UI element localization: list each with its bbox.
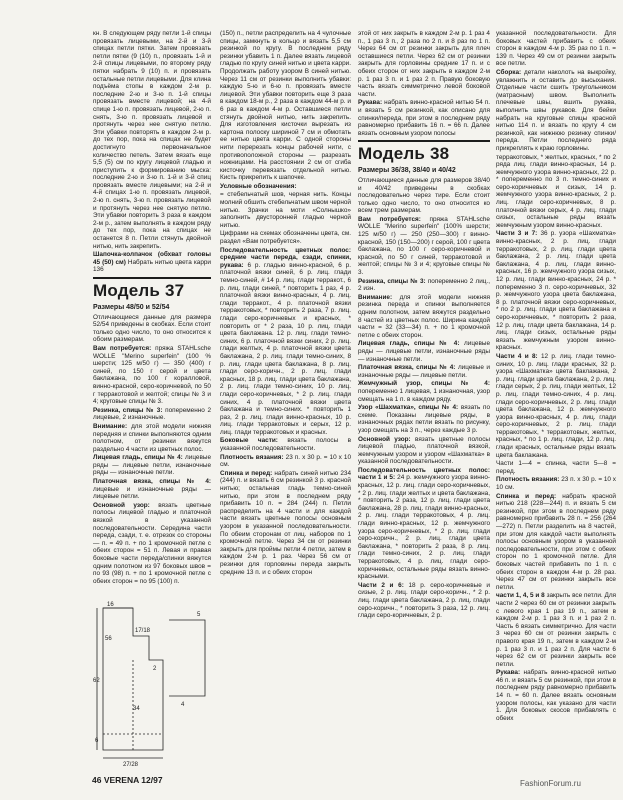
rib-text: попеременно 2 лицевые, 2 изнаночные. xyxy=(93,406,211,422)
model-37-note: Отличающиеся данные для размера 52/54 приведены в скобках. Если стоит только одно число, то оно относится к обоим размерам. xyxy=(93,313,211,344)
seed-label: Жемчужный узор, спицы № 4: xyxy=(358,380,490,388)
stockinette-text: лицевые ряды — лицевые петли, изнаночные ряды — изнаночные петли. xyxy=(93,454,211,477)
parts-4-8-label: Части 4 и 8: xyxy=(496,352,538,360)
schematic-label: 6 xyxy=(95,738,99,744)
assembly-label: Сборка: xyxy=(496,68,522,76)
sleeves-label: Рукава: xyxy=(358,99,383,107)
rib-label: Резинка, спицы № 3: xyxy=(358,277,426,285)
parts-3-7-label: Части 3 и 7: xyxy=(496,230,538,238)
schematic-label: 62 xyxy=(93,678,100,684)
parts-4-8-text: 12 р. лиц. глади темно-синих, 10 р. лиц. глади красных, 32 р. узора «Шахматка» цвета баклажана, 2 р. лиц. глади цвета баклажана, 2 р. лиц. глади серых, 2 р. лиц. глади желтых, 12 р. лиц. глади темно-синих, 4 р. лиц. глади серо-коричневых, 2 р. лиц. глади цвета баклажана, 12 р. жемчужного узора винно-красных, 4 р. лиц. глади серо-коричневых, 2 р. лиц. глади терракотовых, * терракотовых, желтых, красных, * по 1 р. лиц. глади, 12 р. лиц. глади красных, остальные ряды вязать цвета баклажана. xyxy=(496,352,616,459)
column-2 xyxy=(220,30,351,577)
col4-continued: терракотовых, * желтых, красных, * по 2 ряда лиц. глади винно-красных, 14 р. жемчужного узора винно-красных, 22 р. * попеременно по 3 п. темно-синих и серо-коричневых и сизых, 14 р. жемчужного узора винно-красных, 2 р. лиц. глади серо-коричневых, 8 р. платочной вязки серых, 4 р. лиц. глади сизых, остальные ряды вязать жемчужным узором винно-красных. xyxy=(496,153,616,229)
column-3 xyxy=(358,30,490,621)
schematic-label: 4 xyxy=(181,702,185,708)
stripes-label: Последовательность цветных полос: части 1 и 5: xyxy=(358,466,490,482)
parts-close-text: закрыть все петли. Для части 2 через 60 см от резинки закрыть с левого края 1 раз 19 п., затем в каждом 2-м р. 1 раз 3 п. и 1 раз 2 п. Часть 6 вязать симметрично. Для части 3 через 60 см от резинки закрыть с правого края 19 п., затем в каждом 2-м р. 1 раз 3 п. и 1 раз 2 п. Для части 6 через 62 см от резинки закрыть все петли. xyxy=(496,592,616,668)
attention-text: для этой модели нижняя передняя и спинки выполняются одним полотном, от резинки вяжутся раздельно 4 части из цветных полос. xyxy=(93,422,211,453)
attention-text: для этой модели нижняя резинка переда и спинки выполняется одним полотном, затем вяжутся раздельно 8 частей из цветных полос. Ширина каждой части = 32 (33—34) п. + по 1 кромочной петле с обеих сторон. xyxy=(358,293,490,339)
side-parts-text: вязать полосы в указанной последовательности. xyxy=(220,437,351,453)
parts-3-7-text: 36 р. узора «Шахматка» винно-красных, 2 р. лиц. глади терракотовых, 2 р. лиц. глади цвета баклажана, 2 р. лиц. глади цвета баклажана, 4 р. лиц. глади винно-красных, 16 р. жемчужного узора сизых, 12 р. лиц. глади винно-красных, 24 р. * попеременно 3 п. серо-коричневых, 32 р. жемчужного узора цвета баклажана, 8 р. платочной вязки серо-коричневых, * по 2 р. лиц. глади цвета баклажана и серо-коричневых, * повторить 2 раза, 12 р. лиц. глади цвета баклажана, 14 р. лиц. глади сизых, остальные ряды вязать жемчужным узором винно-красных. xyxy=(496,230,616,352)
legend-note: Цифрами на схемах обозначены цвета, см. раздел «Вам потребуется». xyxy=(220,230,351,246)
density-label: Плотность вязания: xyxy=(220,453,284,461)
parts-text: 18 р. серо-коричневые и сизые, 2 р. лиц. глади серо-коричн., * 2 р. лиц. глади цвета баклажана, 2 р. лиц. глади серо-коричн., * повторить 3 раза, 12 р. лиц. глади серо-коричневых, 2 р. xyxy=(358,581,490,620)
stripes-text: 24 р. жемчужного узора винно-красных, 12 р. лиц. глади серо-коричневых, * 2 р. лиц. глади желтых и цвета баклажана, * повторить 2 раза, 12 р. лиц. глади цвета баклажана, 28 р. лиц. глади винно-красных, 2 р. лиц. глади терракотовых, 4 р. лиц. глади винно-красных, 12 р. жемчужного узора серо-коричневых, * 2 р. лиц. глади серо-коричн., 2 р. лиц. глади цвета баклажана, * повторить 2 раза, 8 р. лиц. глади темно-синих, 2 р. лиц. глади терракотовых, 4 р. лиц. глади серо-коричневых, остальные ряды вязать винно-красными. xyxy=(358,474,490,581)
density-text: 23 п. х 30 р. = 10 х 10 см. xyxy=(496,476,616,492)
divider xyxy=(93,277,211,279)
materials-label: Вам потребуется: xyxy=(93,344,152,352)
column-1 xyxy=(93,30,211,586)
schematic-label: 27/28 xyxy=(123,762,139,768)
back-front-label: Спинка и перед: xyxy=(496,492,557,500)
rib-text: попеременно 2 лиц., 2 изн. xyxy=(358,277,490,293)
sleeves-text: набрать винно-красной нитью 54 п. и вязать 5 см резинкой, как описано для спинки/переда, при этом в последнем ряду равномерно прибавить 16 п. = 66 п. Далее вязать основным узором полосы xyxy=(358,99,490,137)
cap-text: Набрать нитью цвета карри 136 xyxy=(93,258,211,274)
model-38-sizes: Размеры 36/38, 38/40 и 40/42 xyxy=(358,167,456,175)
rib-label: Резинка, спицы № 3: xyxy=(93,406,163,414)
main-pattern-text: вязать цветные полосы лицевой гладью, платочной вязкой, жемчужным узором и узором «Шахматка» в указанной последовательности. xyxy=(358,435,490,466)
divider xyxy=(358,140,490,142)
parts-label: Части 2 и 6: xyxy=(358,581,404,589)
legend-label: Условные обозначения: xyxy=(220,182,297,190)
schematic-label: 16 xyxy=(107,602,114,608)
parts-summary: Части 1—4 = спинка, части 5—8 = перед. xyxy=(496,460,616,475)
model-37-sizes: Размеры 48/50 и 52/54 xyxy=(93,304,170,311)
assembly-text: детали наколоть на выкройку, увлажнить и оставить до высыхания. Отделные части сшить треугольником (матрасным) швом. Выполнить плечевые швы, вшить рукава, выполнить швы рукавов. Для бейки набрать на круговые спицы красной нитью 114 п. и вязать по кругу 4 см резинкой, как нижнюю резинку спинки/переда. Петли последнего ряда прикреплять к краю горловины. xyxy=(496,68,616,152)
stockinette-label: Лицевая гладь, спицы № 4: xyxy=(93,454,183,462)
page-footer: 46 VERENA 12/97 xyxy=(92,775,163,785)
parts-close-label: части 1, 4, 5 и 8 xyxy=(496,592,545,600)
schematic-label: 5 xyxy=(197,612,201,618)
pattern-schematic xyxy=(93,600,211,768)
col2-intro: (150) п., петли распределить на 4 чулочные спицы, замкнуть в кольцо и вязать 5,5 см резинкой по кругу. В последнем ряду резинки убавить 1 п. Далее вязать лицевой гладью по кругу синей нитью и цвета карри. Продолжать работу узором В синей нитью. Через 11 см от резинки выполнить убавки: каждую 5-ю и 6-ю п. провязать вместе лицевой. Эти убавки повторить еще 3 раза в каждом 18-м р., 2 раза в каждом 44-м р. и 6 раз в каждом 4-м р. Оставшиеся петли стянуть двойной нитью, нить закрепить. Для изготовления кисточки вырезать из картона полоску шириной 7 см и обмотать ее нитью цвета карри. С одной стороны нити перерезать концы рабочей нити, с противоположной стороны — разрезать ножницами. На расстоянии 2 см от сгиба кисточку перевязать отдельной нитью. Кисть прикрепить к шапочке. xyxy=(220,30,351,182)
garter-text: лицевые и изнаночные ряды — лицевые петли. xyxy=(93,485,211,501)
schematic-label: 17/18 xyxy=(135,628,151,634)
main-pattern-label: Основной узор: xyxy=(358,435,411,443)
watermark-credit: FashionForum.ru xyxy=(520,779,581,788)
garter-label: Платочная вязка, спицы № 4: xyxy=(93,478,211,486)
materials-text: пряжа STAHLsche WOLLE "Merino superfein" (100 % шерсти; 125 м/50 г) — 350 (400) г синей, по 150 г серой и цвета баклажана, по 100 г коралловой, винно-красной, серо-коричневой, по 50 г терракотовой и желтой; спицы № 3 и 4; круговые спицы № 3. xyxy=(93,344,211,406)
density-text: 23 п. х 30 р. = 10 х 10 см. xyxy=(220,453,351,469)
model-37-title: Модель 37 xyxy=(93,281,185,300)
materials-text: пряжа STAHLsche WOLLE "Merino superfein" (100% шерсти; 125 м/50 г) — 250 (250—300) г винно-красной, 150 (150—200) г серой, 100 г цвета баклажана, по 100 г серо-коричневой и красной, по 50 г синей, терракотовой и желтой; спицы № 3 и 4; круговые спицы № 3. xyxy=(358,215,490,277)
materials-label: Вам потребуется: xyxy=(358,215,421,223)
schematic-label: 56 xyxy=(105,636,112,642)
checker-label: Узор «Шахматка», спицы № 4: xyxy=(358,404,459,412)
col1-intro: кн. В следующем ряду петли 1-й спицы провязать лицевыми, на 2-й и 3-й спицах петли пятки. Затем провязать петли пятки (9 (10) п., провязать 1-й и 2-й спицы лицевыми, по второму ряду пятки набрать 9 (10) п. и провязать остальные петли лицевыми. Для клина подъёма стопы в каждом 2-м р. последние 2-ю и 3-ю п. 1-й спицы провязать вместе лицевой; на 4-й спице 1-ю п. провязать лицевой, 2-ю п. снять, 3-ю п. провязать лицевой и протянуть через нее снятую петлю. Эти убавки повторять в каждом 2-м р. до тех пор, пока на спицах не будет достигнуто первоначальное количество петель. Затем вязать еще 5,5 (5) см по кругу лицевой гладью и приступить к формированию мыска: последние 2-ю и 3-ю п. 1-й и 3-й спиц провязать вместе лицевыми; на 2-й и 4-й спицах 1-ю п. провязать лицевой, 2-ю п. снять, 3-ю п. провязать лицевой и протянуть через нее снятую петлю. Эти убавки повторить 3 раза в каждом 2-м р., затем выполнять в каждом ряду до тех пор, пока на спицах не останется 8 п. Петли стянуть двойной нитью, нить закрепить. xyxy=(93,30,211,250)
stripes-text: 6 р. гладью винно-красной, 6 р. платочной вязки синей, 6 р. лиц. глади темно-синей, # 14 р. лиц. глади терракот., 6 р. лиц. глади синей, * повторить 1 раз, 4 р. платочной вязки винно-красных, 4 р. лиц. глади терракот., 4 р. платочной вязки терракотовых, * повторить 2 раза, 7 р. лиц. глади серо-коричневых и красных, * повторить от * 2 раза, 10 р. лиц. глади цвета баклажана. 12 р. лиц. глади темно-синих, 6 р. платочной вязки синих, 2 р. лиц. глади желтых, 4 р. платочной вязки цвета баклажана, 2 р. лиц. глади темно-синих, 8 р. лиц. глади цвета баклажана, 8 р. лиц. глади серо-коричн., 2 р. лиц. глади красных, 18 р. лиц. глади цвета баклажана, 2 р. лиц. глади темно-синих, 10 р. лиц. глади серо-коричневых, * 2 р. лиц. глади синих, 4 р. платочной вязки цвета баклажана и темно-синих. * повторить 1 раз, 2 р. лиц. глади винно-красных, 10 р. лиц. глади терракотовых и серых, 12 р. лиц. глади терракотовых и красных. xyxy=(220,261,351,436)
sleeves-text: набрать винно-красной нитью 46 п. и вязать 5 см резинкой, при этом в последнем ряду равномерно прибавить 14 п. = 60 п. Далее вязать основным узором полосы, как указано для части 1. Для боковых скосов прибавлять с обеих xyxy=(496,669,616,722)
cap-title: Шапочка-колпачок (обхват головы 45 (50) см) xyxy=(93,251,211,266)
sleeves-label: Рукава: xyxy=(496,669,521,677)
side-parts-label: Боковые части: xyxy=(220,437,278,445)
back-front-label: Спинка и перед: xyxy=(220,469,273,477)
attention-label: Внимание: xyxy=(93,422,128,430)
back-front-text: набрать красной нитью 218 (228—244) п. и вязать 5 см резинкой, при этом в последнем ряду равномерно прибавить 28 п. = 256 (264—272) п. Петли разделить на 8 частей, при этом для каждой части выполнять полосы основным узором в указанной последовательности, при этом с обеих сторон по 1 кромочной петле. Для боковых частей прибавить по 1 п. с обеих сторон в каждом 4-м р. 28 раз. Через 47 см от резинки закрыть все петли. xyxy=(496,492,616,591)
col4-intro: указанной последовательности. Для боковых частей прибавить с обеих сторон в каждом 4-м р. 35 раз по 1 п. = 139 п. Через 49 см от резинки закрыть все петли. xyxy=(496,30,616,68)
legend-text: = стебельчатый шов, черная нить. Концы молний обшить стебельчатым швом черной нитью. Зрачки на моти «Солнышко» заполнить двусторонней гладью черной нитью. xyxy=(220,191,351,229)
stripes-label: Последовательность цветных полос: средние части переда, сзади, спинки, рукава: xyxy=(220,246,351,269)
main-pattern-label: Основной узор: xyxy=(93,501,150,509)
seed-text: попеременно 1 лицевая, 1 изнаночная, узор смещать на 1 п. в каждом ряду. xyxy=(358,387,490,403)
garter-text: лицевые и изнаночные ряды — лицевые петли. xyxy=(358,364,490,379)
stockinette-text: лицевые ряды — лицевые петли, изнаночные ряды — изнаночные петли. xyxy=(358,340,490,363)
back-front-text: набрать синей нитью 234 (244) п. и вязать 6 см резинкой 3 р. красной нитью; остальная гладь темно-синей нитью, при этом в последнем ряду прибавить 10 п. = 284 (244) п. Петли распределить на 4 части и для каждой части вязать цветные полосы основным узором в указанной последовательности. По обеим сторонам от лиц. наборов по 1 кромочной петле. Через 34 см от резинки закрыть для проймы петли 4 петли, затем в каждом 2-м р. 1 раз. Через 56 см от резинки для горловины переда закрыть средние 13 п. и с обеих сторон xyxy=(220,469,351,576)
attention-label: Внимание: xyxy=(358,293,393,301)
col3-intro: этой от них закрыть в каждом 2-м р. 1 раз 4 п., 1 раз 3 п., 2 раза по 2 п. и 8 раз по 1 п. Через 64 см от резинки закрыть для плеч оставшиеся петли. Через 62 см от резинки закрыть для горловины средние 17 п. и с обеих сторон от них закрыть в каждом 2-м р. 1 раз 3 п. и 1 раз 2 п. Правую боковую часть вязать симметрично левой боковой части. xyxy=(358,30,490,98)
schematic-sleeve xyxy=(169,620,205,696)
schematic-label: 34 xyxy=(133,706,140,712)
density-label: Плотность вязания: xyxy=(496,476,560,484)
column-4 xyxy=(496,30,616,723)
main-pattern-text: вязать цветные полосы лицевой гладью и платочной вязкой в указанной последовательности. Середина части переда, сзади, т. е. отрезок со стороны — п. = 49 п. + по 1 кромочной петле с обеих сторон = 51 п. Левая и правая боковые части переда/спинки вяжутся одним полотном из 97 боковых швов = по 93 (98) п. + по 1 кромочной петле с обеих сторон = по 95 (100) п. xyxy=(93,501,211,585)
model-38-note: Отличающиеся данные для размеров 38/40 и 40/42 приведены в скобках последовательно через тире. Если стоит только одно число, то оно относится ко всем трем размерам. xyxy=(358,176,490,215)
schematic-label: 2 xyxy=(153,666,157,672)
garter-label: Платочная вязка, спицы № 4: xyxy=(358,364,456,372)
model-38-title: Модель 38 xyxy=(358,144,450,164)
stockinette-label: Лицевая гладь, спицы № 4: xyxy=(358,340,460,348)
checker-text: вязать по схеме. Показаны лицевые ряды, в изнаночных рядах петли вязать по рисунку, узор смещать на 3 п., через каждые 3 р. xyxy=(358,404,490,434)
